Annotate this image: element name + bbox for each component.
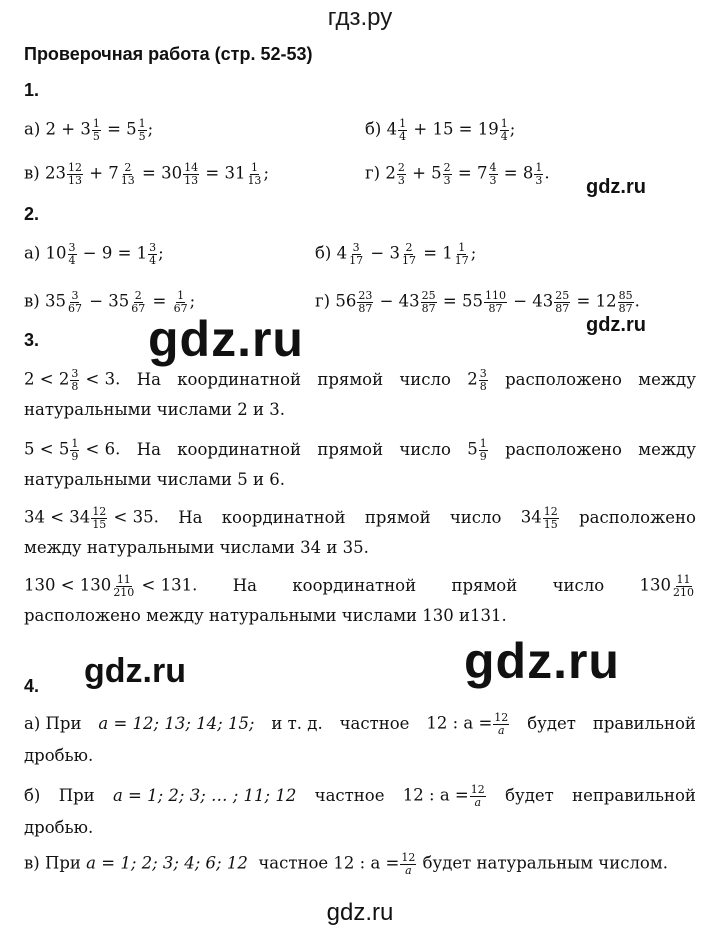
watermark: gdz.ru [586,314,646,336]
watermark: gdz.ru [586,176,646,198]
task-1g: г) 2 $\frac{2}{3}$ + 5 $\frac{2}{3}$ = 7 $\frac{4}{3}$ = 8 $\frac{1}{3}$ . [365,161,550,187]
task-2v: в) 35 $\frac{3}{67}$ − 35 $\frac{2}{67}$ = $\frac{1}{67}$ ; [24,289,196,315]
task-3-p3: 34 < 34 $\frac{12}{15}$ < 35. На координатной прямой число 34 $\frac{12}{15}$ расположено между натуральными числами 34 и 35. [24,505,696,558]
task-3-p1: 2 < 2 $\frac{3}{8}$ < 3. На координатной прямой число 2 $\frac{3}{8}$ расположено между натуральными числами 2 и 3. [24,367,696,420]
task-2-number: 2. [24,204,40,224]
watermark: gdz.ru [84,652,186,690]
site-header: гдз.ру [327,4,393,31]
task-1a: а) 2 + 3 $\frac{1}{5}$ = 5 $\frac{1}{5}$ ; [24,117,154,143]
page-title: Проверочная работа (стр. 52-53) [24,44,313,64]
task-4v: в) При a = 1; 2; 3; 4; 6; 12 частное 12 : a = $\frac{12}{a}$ будет натуральным числом. [24,851,668,877]
task-3-p4: 130 < 130 $\frac{11}{210}$ < 131. На координатной прямой число 130 $\frac{11}{210}$ расположено между натуральными числами 130 и131. [24,573,694,626]
task-3-p2: 5 < 5 $\frac{1}{9}$ < 6. На координатной прямой число 5 $\frac{1}{9}$ расположено между натуральными числами 5 и 6. [24,437,696,490]
task-1-number: 1. [24,80,40,100]
task-4b: б) При a = 1; 2; 3; … ; 11; 12 частное 12 : a = $\frac{12}{a}$ будет неправильной дробью. [24,783,696,838]
task-3-number: 3. [24,330,40,350]
watermark: gdz.ru [148,311,304,367]
task-2g: г) 56 $\frac{23}{87}$ − 43 $\frac{25}{87}$ = 55 $\frac{110}{87}$ − 43 $\frac{25}{87}$ = 12 $\frac{85}{87}$ . [315,289,640,315]
task-4a: а) При a = 12; 13; 14; 15; и т. д. частное 12 : a = $\frac{12}{a}$ будет правильной дробью. [24,711,696,766]
task-1b: б) 4 $\frac{1}{4}$ + 15 = 19 $\frac{1}{4}$ ; [365,117,516,143]
footer-watermark: gdz.ru [326,899,394,926]
task-2a: а) 10 $\frac{3}{4}$ − 9 = 1 $\frac{3}{4}$ ; [24,241,164,267]
task-1v: в) 23 $\frac{12}{13}$ + 7 $\frac{2}{13}$ = 30 $\frac{14}{13}$ = 31 $\frac{1}{13}$ ; [24,161,269,187]
watermark: gdz.ru [464,633,620,689]
task-4-number: 4. [24,676,40,696]
task-2b: б) 4 $\frac{3}{17}$ − 3 $\frac{2}{17}$ = 1 $\frac{1}{17}$ ; [315,241,477,267]
